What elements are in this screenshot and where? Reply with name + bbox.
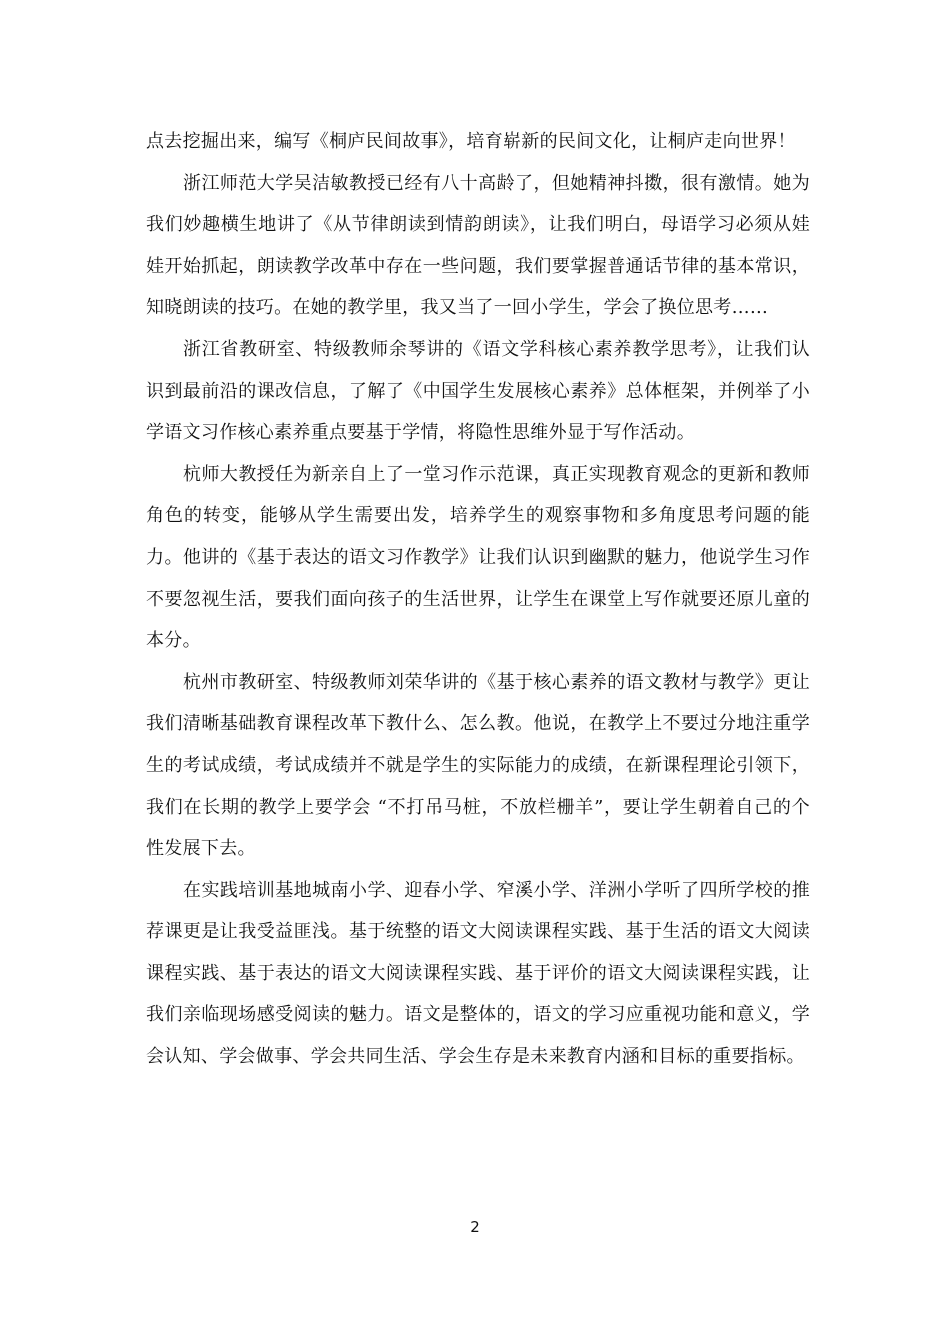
- paragraph-5: 杭州市教研室、特级教师刘荣华讲的《基于核心素养的语文教材与教学》更让我们清晰基础教育课程改革下教什么、怎么教。他说，在教学上不要过分地注重学生的考试成绩，考试成绩并不就是学生的实际能力的成绩，在新课程理论引领下，我们在长期的教学上要学会 “不打吊马桩，不放栏栅羊”，要让学生朝着自己的个性发展下去。: [146, 671, 810, 860]
- paragraph-6: 在实践培训基地城南小学、迎春小学、窄溪小学、洋洲小学听了四所学校的推荐课更是让我受益匪浅。基于统整的语文大阅读课程实践、基于生活的语文大阅读课程实践、基于表达的语文大阅读课程实践、基于评价的语文大阅读课程实践，让我们亲临现场感受阅读的魅力。语文是整体的，语文的学习应重视功能和意义，学会认知、学会做事、学会共同生活、学会生存是未来教育内涵和目标的重要指标。: [146, 879, 810, 1068]
- paragraph-1: 点去挖掘出来，编写《桐庐民间故事》，培育崭新的民间文化，让桐庐走向世界！: [146, 131, 796, 152]
- document-body: [146, 121, 810, 1078]
- page-number: 2: [470, 1218, 480, 1236]
- paragraph-4: 杭师大教授任为新亲自上了一堂习作示范课，真正实现教育观念的更新和教师角色的转变，能够从学生需要出发，培养学生的观察事物和多角度思考问题的能力。他讲的《基于表达的语文习作教学》让我们认识到幽默的魅力，他说学生习作不要忽视生活，要我们面向孩子的生活世界，让学生在课堂上写作就要还原儿童的本分。: [146, 463, 810, 652]
- paragraph-2: 浙江师范大学吴洁敏教授已经有八十高龄了，但她精神抖擞，很有激情。她为我们妙趣横生地讲了《从节律朗读到情韵朗读》，让我们明白，母语学习必须从娃娃开始抓起，朗读教学改革中存在一些问题，我们要掌握普通话节律的基本常识，知晓朗读的技巧。在她的教学里，我又当了一回小学生，学会了换位思考……: [146, 172, 810, 319]
- paragraph-3: 浙江省教研室、特级教师余琴讲的《语文学科核心素养教学思考》，让我们认识到最前沿的课改信息，了解了《中国学生发展核心素养》总体框架，并例举了小学语文习作核心素养重点要基于学情，将隐性思维外显于写作活动。: [146, 338, 810, 444]
